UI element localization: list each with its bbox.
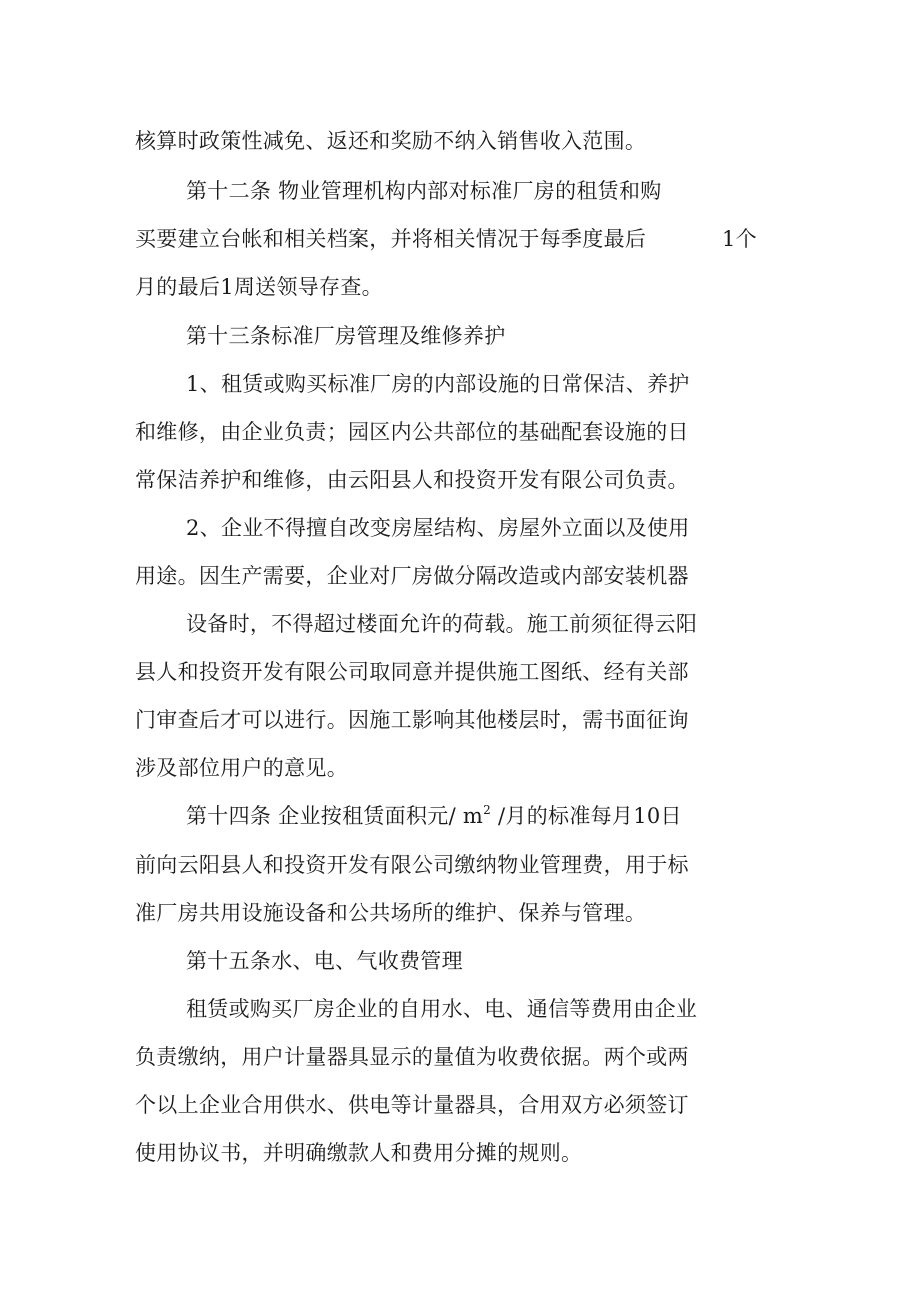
article-15-heading: 第十五条水、电、气收费管理 — [186, 949, 463, 973]
text-line-4: 月的最后1周送领导存查。 — [135, 275, 383, 299]
text-line-12: 县人和投资开发有限公司取同意并提供施工图纸、经有关部 — [135, 660, 689, 684]
article-13-heading: 第十三条标准厂房管理及维修养护 — [186, 324, 506, 348]
text-line-16: 前向云阳县人和投资开发有限公司缴纳物业管理费，用于标 — [135, 853, 689, 877]
text-line-14: 涉及部位用户的意见。 — [135, 756, 348, 780]
text-line-11: 设备时，不得超过楼面允许的荷载。施工前须征得云阳 — [186, 612, 698, 636]
text-line-8: 常保洁养护和维修，由云阳县人和投资开发有限公司负责。 — [135, 468, 689, 492]
article-14-part-b: /月的标准每月10日 — [491, 804, 682, 828]
superscript-2: 2 — [483, 803, 492, 817]
text-line-10: 用途。因生产需要，企业对厂房做分隔改造或内部安装机器 — [135, 564, 689, 588]
text-line-3: 买要建立台帐和相关档案，并将相关情况于每季度最后 — [135, 227, 647, 251]
text-line-17: 准厂房共用设施设备和公共场所的维护、保养与管理。 — [135, 901, 647, 925]
article-12-heading: 第十二条 物业管理机构内部对标准厂房的租赁和购 — [186, 179, 662, 203]
text-line-7: 和维修，由企业负责；园区内公共部位的基础配套设施的日 — [135, 420, 689, 444]
article-14-part-a: 第十四条 企业按租赁面积元/ m — [186, 804, 484, 828]
article-14-heading — [186, 802, 682, 833]
text-line-9: 2、企业不得擅自改变房屋结构、房屋外立面以及使用 — [186, 516, 690, 540]
text-line-13: 门审查后才可以进行。因施工影响其他楼层时，需书面征询 — [135, 708, 689, 732]
text-line-19: 租赁或购买厂房企业的自用水、电、通信等费用由企业 — [186, 997, 698, 1021]
text-line-6: 1、租赁或购买标准厂房的内部设施的日常保洁、养护 — [186, 372, 690, 396]
text-line-1: 核算时政策性减免、返还和奖励不纳入销售收入范围。 — [135, 129, 647, 153]
text-line-20: 负责缴纳，用户计量器具显示的量值为收费依据。两个或两 — [135, 1045, 689, 1069]
text-line-21: 个以上企业合用供水、供电等计量器具，合用双方必须签订 — [135, 1093, 689, 1117]
text-line-22: 使用协议书，并明确缴款人和费用分摊的规则。 — [135, 1141, 583, 1165]
text-line-3-tail: 1个 — [722, 227, 757, 251]
